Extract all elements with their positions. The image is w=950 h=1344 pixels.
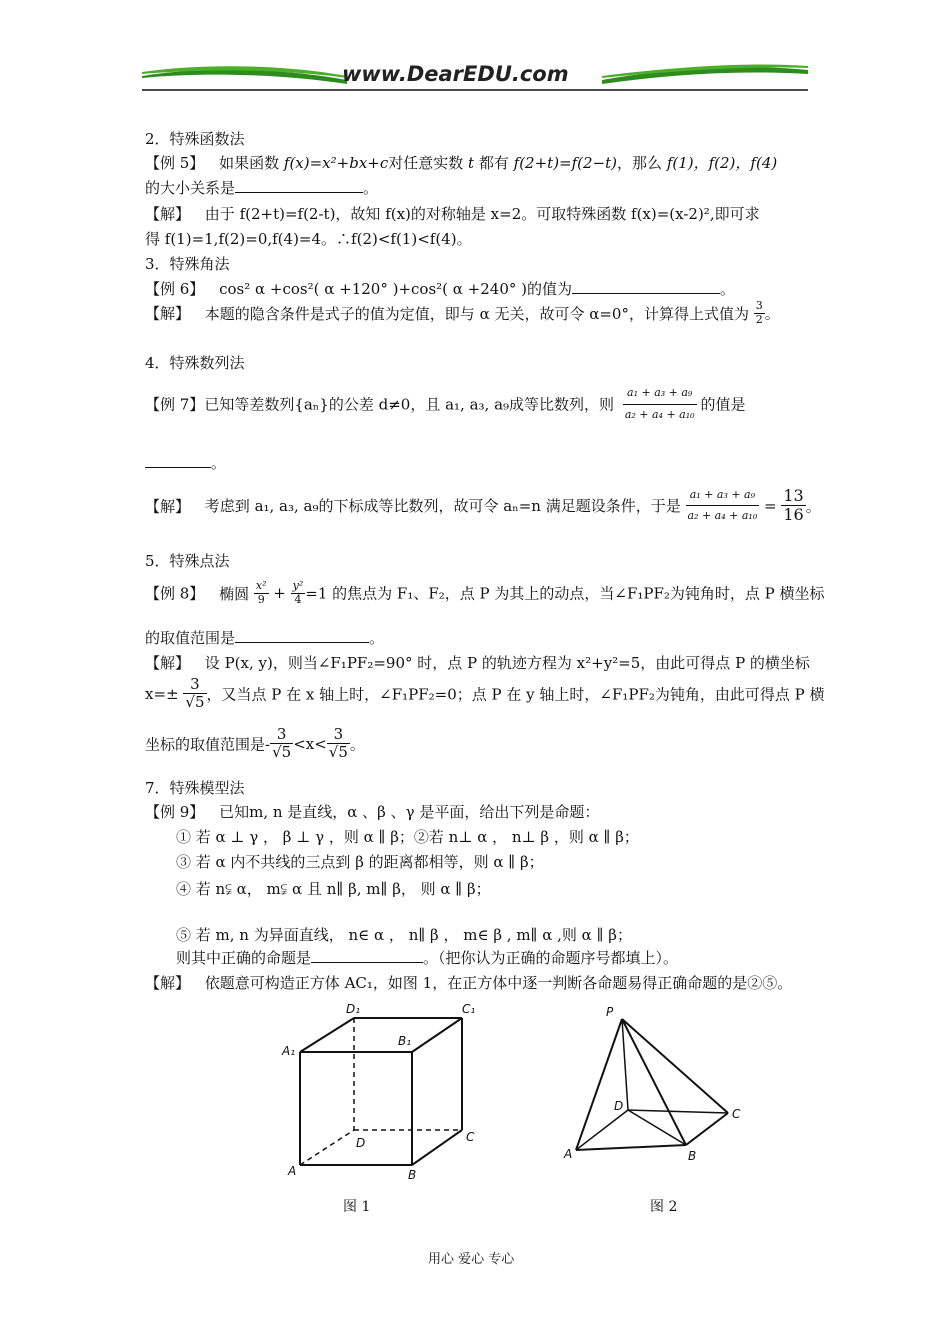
fraction: $\frac{3}{√5}$: [272, 725, 292, 762]
cube-diagram: [280, 1000, 480, 1180]
answer-blank: [311, 962, 423, 963]
example-5-line2: 的大小关系是 。: [145, 179, 379, 197]
example-6: 【例 6】 cos² α +cos²( α +120° )+cos²( α +240° )的值为 。: [145, 280, 736, 298]
label-D1: D₁: [346, 1002, 361, 1016]
fraction: $\frac{3}{√5}$: [185, 675, 205, 712]
example-tag: 【例 5】: [145, 154, 205, 172]
example-7: 【例 7】已知等差数列{aₙ}的公差 d≠0，且 a₁, a₃, a₉成等比数列，则 $\frac{\text{a₁ + a₃ + a₉}}{\text{a₂ + a₄ + a₁₀}}$ 的值是: [145, 386, 746, 421]
fraction: $\frac{\text{y²}}{4}$: [292, 579, 304, 606]
label-C1: C₁: [462, 1002, 476, 1016]
answer-blank: [572, 293, 720, 294]
solution-8-line1: 【解】 设 P(x, y)，则当∠F₁PF₂=90° 时，点 P 的轨迹方程为 x²+y²=5，由此可得点 P 的横坐标: [145, 654, 810, 672]
label-A: A: [288, 1164, 297, 1178]
solution-6: 【解】 本题的隐含条件是式子的值为定值，即与 α 无关，故可令 α=0°，计算得上式值为 $\frac{3}{2}$ 。: [145, 299, 780, 326]
example-7-blank: 。: [145, 452, 226, 473]
section-4-title: 4．特殊数列法: [145, 354, 245, 372]
section-3-title: 3．特殊角法: [145, 255, 230, 273]
site-logo-text: www.DearEDU.com: [342, 62, 569, 86]
pyramid-diagram: [560, 1005, 750, 1175]
example-9-item-1: ① 若 α ⊥ γ ， β ⊥ γ ，则 α ∥ β；②若 n⊥ α ， n⊥ β ，则 α ∥ β；: [176, 828, 639, 846]
fraction: $\frac{3}{√5}$: [328, 725, 348, 762]
solution-8-line3: 坐标的取值范围是- $\frac{3}{√5}$ <x< $\frac{3}{√5}$ 。: [145, 725, 365, 762]
solution-5-line2: 得 f(1)=1,f(2)=0,f(4)=4。∴f(2)<f(1)<f(4)。: [145, 230, 472, 248]
example-9-item-5: ⑤ 若 m, n 为异面直线， n∈ α ， n∥ β ， m∈ β , m∥ α ,则 α ∥ β；: [176, 926, 632, 944]
fraction: $\frac{\text{a₁ + a₃ + a₉}}{\text{a₂ + a₄ + a₁₀}}$: [687, 487, 758, 523]
solution-5-line1: 【解】 由于 f(2+t)=f(2-t)，故知 f(x)的对称轴是 x=2。可取特殊函数 f(x)=(x-2)²,即可求: [145, 205, 760, 223]
example-9-question: 则其中正确的命题是 。（把你认为正确的命题序号都填上）。: [176, 949, 679, 967]
label-B: B: [688, 1149, 697, 1163]
answer-blank: [145, 467, 211, 468]
figure-2-caption: 图 2: [650, 1199, 678, 1215]
header-banner: [142, 60, 808, 94]
example-9-item-4: ④ 若 n⫋ α， m⫋ α 且 n∥ β, m∥ β， 则 α ∥ β；: [176, 880, 491, 898]
example-9-item-3: ③ 若 α 内不共线的三点到 β 的距离都相等，则 α ∥ β；: [176, 853, 544, 871]
example-9-intro: 【例 9】 已知m, n 是直线，α 、β 、γ 是平面，给出下列是命题：: [145, 803, 600, 821]
label-C: C: [732, 1107, 741, 1121]
section-5-title: 5．特殊点法: [145, 552, 230, 570]
label-P: P: [606, 1005, 614, 1019]
fraction: $\frac{\text{x²}}{9}$: [255, 579, 267, 606]
section-7-title: 7．特殊模型法: [145, 779, 245, 797]
example-5-line1: 【例 5】 如果函数 f(x)=x²+bx+c对任意实数 t 都有 f(2+t)=f(2−t)，那么 f(1)，f(2)，f(4): [145, 154, 778, 172]
solution-7: 【解】 考虑到 a₁, a₃, a₉的下标成等比数列，故可令 aₙ=n 满足题设条件，于是 $\frac{\text{a₁ + a₃ + a₉}}{\text{a₂ + a₄ + a₁₀}}$ = $\frac{13}{16}$ 。: [145, 486, 821, 525]
figure-1-caption: 图 1: [343, 1199, 371, 1215]
fraction: $\frac{3}{2}$: [755, 299, 763, 326]
example-8-line2: 的取值范围是 。: [145, 629, 385, 647]
example-8: 【例 8】 椭圆 $\frac{\text{x²}}{9}$ + $\frac{\text{y²}}{4}$ =1 的焦点为 F₁、F₂，点 P 为其上的动点，当∠F₁PF₂为钝角时，点 P 横坐标: [145, 579, 825, 606]
label-C: C: [466, 1130, 475, 1144]
label-B: B: [408, 1168, 417, 1182]
page-footer: 用心 爱心 专心: [428, 1252, 515, 1267]
label-D: D: [356, 1136, 366, 1150]
fraction: $\frac{\text{a₁ + a₃ + a₉}}{\text{a₂ + a₄ + a₁₀}}$: [624, 386, 695, 421]
label-A: A: [564, 1147, 573, 1161]
solution-9: 【解】 依题意可构造正方体 AC₁，如图 1，在正方体中逐一判断各命题易得正确命题的是②⑤。: [145, 974, 793, 992]
label-B1: B₁: [398, 1034, 412, 1048]
solution-8-line2: x=± $\frac{3}{√5}$ ，又当点 P 在 x 轴上时，∠F₁PF₂=0；点 P 在 y 轴上时，∠F₁PF₂为钝角，由此可得点 P 横: [145, 675, 825, 712]
figure-1-cube: [280, 1000, 480, 1180]
label-A1: A₁: [282, 1044, 296, 1058]
section-2-title: 2．特殊函数法: [145, 130, 245, 148]
figure-2-pyramid: [560, 1005, 750, 1175]
answer-blank: [235, 192, 363, 193]
answer-blank: [235, 642, 369, 643]
label-D: D: [614, 1099, 624, 1113]
fraction: $\frac{13}{16}$: [783, 486, 804, 525]
